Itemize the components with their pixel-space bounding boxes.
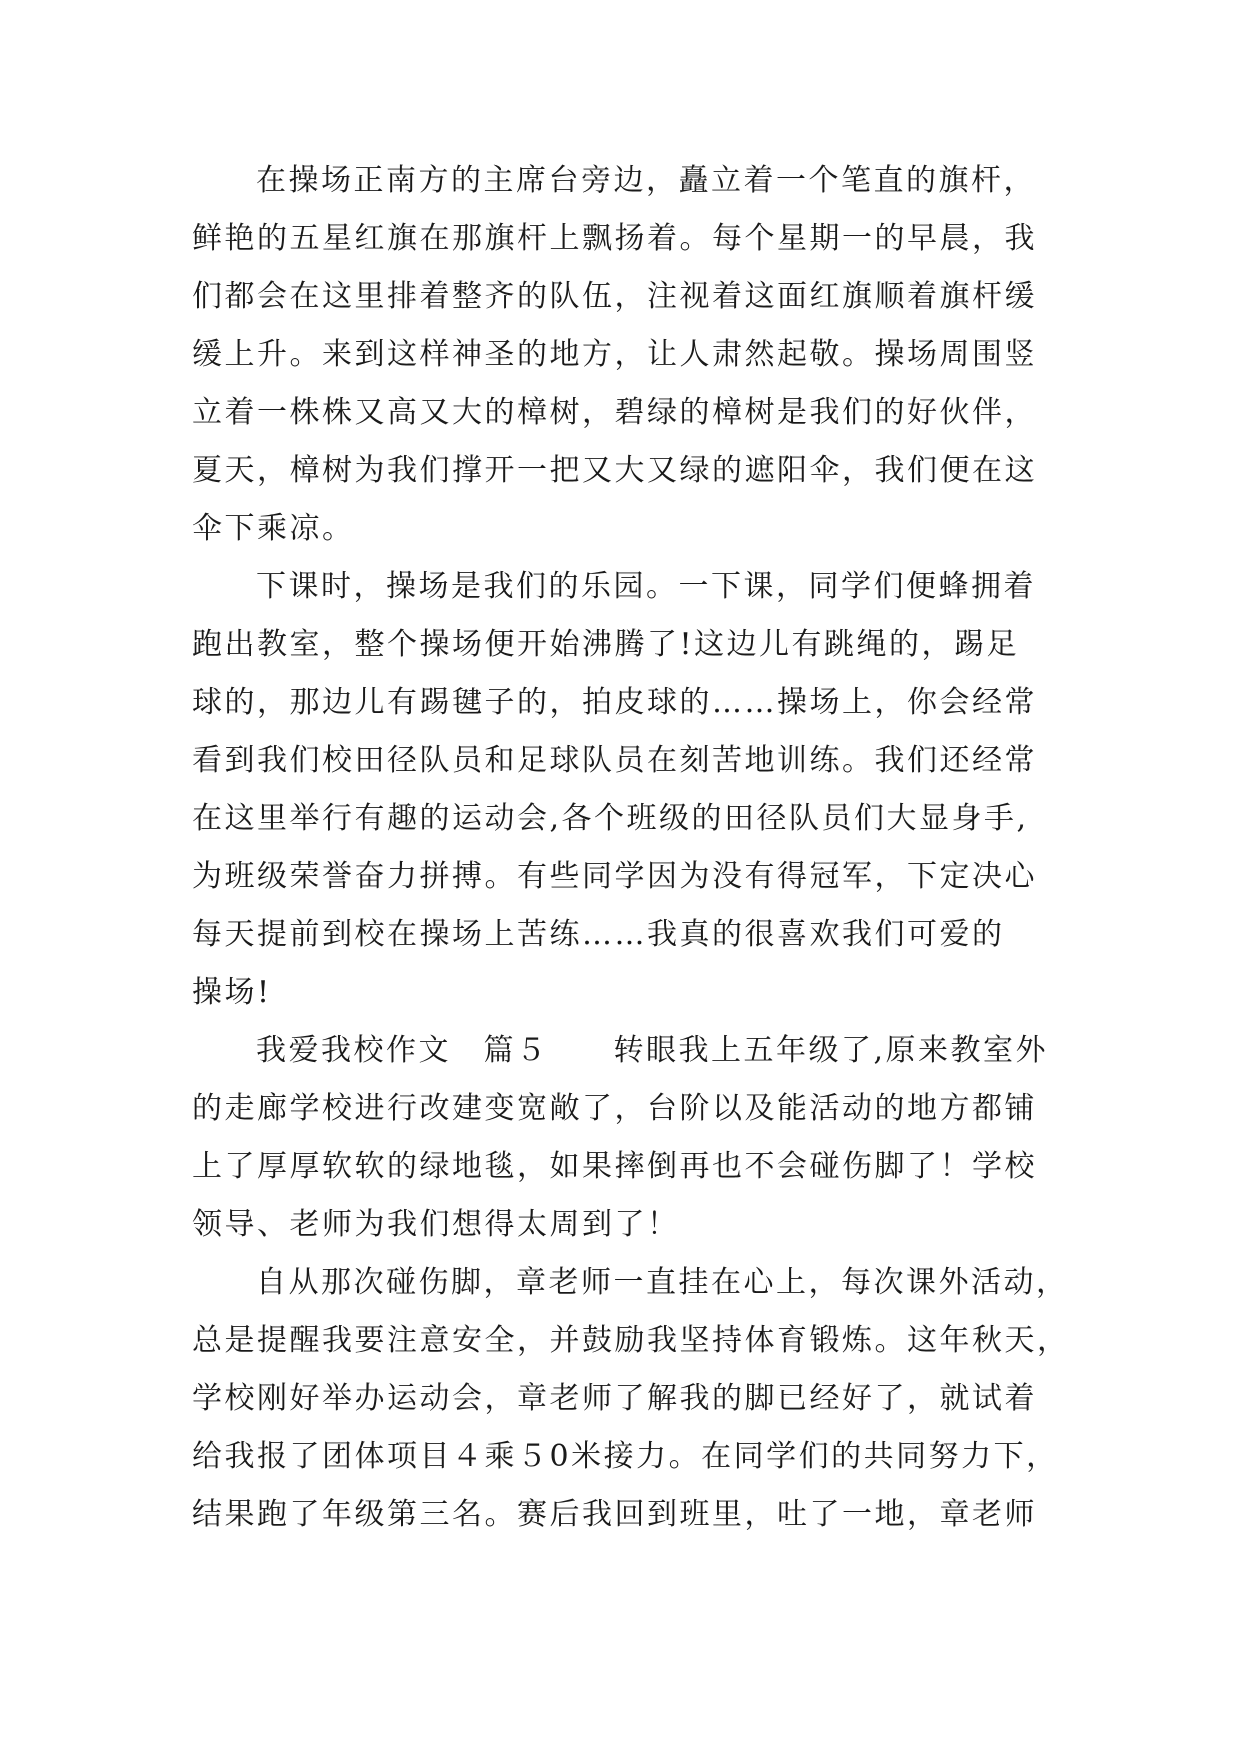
text-line: 为班级荣誉奋力拼搏。有些同学因为没有得冠军，下定决心 (192, 859, 1037, 894)
paragraph-2 (192, 558, 1052, 1022)
text-line: 们都会在这里排着整齐的队伍，注视着这面红旗顺着旗杆缓 (192, 279, 1037, 314)
text-line: 立着一株株又高又大的樟树，碧绿的樟树是我们的好伙伴， (192, 395, 1037, 430)
text-line: 领导、老师为我们想得太周到了！ (192, 1207, 680, 1242)
text-line: 鲜艳的五星红旗在那旗杆上飘扬着。每个星期一的早晨，我 (192, 221, 1037, 256)
text-line: 操场! (192, 975, 272, 1010)
text-line: 看到我们校田径队员和足球队员在刻苦地训练。我们还经常 (192, 743, 1037, 778)
text-line: 学校刚好举办运动会，章老师了解我的脚已经好了，就试着 (192, 1381, 1037, 1416)
text-line: 结果跑了年级第三名。赛后我回到班里，吐了一地，章老师 (192, 1497, 1037, 1532)
text-line: 自从那次碰伤脚，章老师一直挂在心上，每次课外活动， (256, 1265, 1069, 1300)
text-line: 缓上升。来到这样神圣的地方，让人肃然起敬。操场周围竖 (192, 337, 1037, 372)
text-line: 下课时，操场是我们的乐园。一下课，同学们便蜂拥着 (256, 569, 1036, 604)
text-line: 球的，那边儿有踢毽子的，拍皮球的……操场上，你会经常 (192, 685, 1037, 720)
text-line: 总是提醒我要注意安全，并鼓励我坚持体育锻炼。这年秋天， (192, 1323, 1070, 1358)
text-line: 我爱我校作文 篇５ 转眼我上五年级了,原来教室外 (256, 1033, 1049, 1068)
text-line: 在这里举行有趣的运动会,各个班级的田径队员们大显身手, (192, 801, 1029, 836)
document-page (192, 152, 1070, 1544)
text-line: 跑出教室，整个操场便开始沸腾了!这边儿有跳绳的，踢足 (192, 627, 1020, 662)
text-line: 夏天，樟树为我们撑开一把又大又绿的遮阳伞，我们便在这 (192, 453, 1037, 488)
paragraph-3 (192, 1022, 1052, 1254)
text-line: 伞下乘凉。 (192, 511, 355, 546)
text-line: 每天提前到校在操场上苦练……我真的很喜欢我们可爱的 (192, 917, 1005, 952)
paragraph-4 (192, 1254, 1070, 1544)
text-line: 在操场正南方的主席台旁边，矗立着一个笔直的旗杆， (256, 163, 1036, 198)
text-line: 给我报了团体项目４乘５0米接力。在同学们的共同努力下， (192, 1439, 1059, 1474)
paragraph-1 (192, 152, 1052, 558)
text-line: 的走廊学校进行改建变宽敞了，台阶以及能活动的地方都铺 (192, 1091, 1037, 1126)
text-line: 上了厚厚软软的绿地毯，如果摔倒再也不会碰伤脚了！学校 (192, 1149, 1037, 1184)
